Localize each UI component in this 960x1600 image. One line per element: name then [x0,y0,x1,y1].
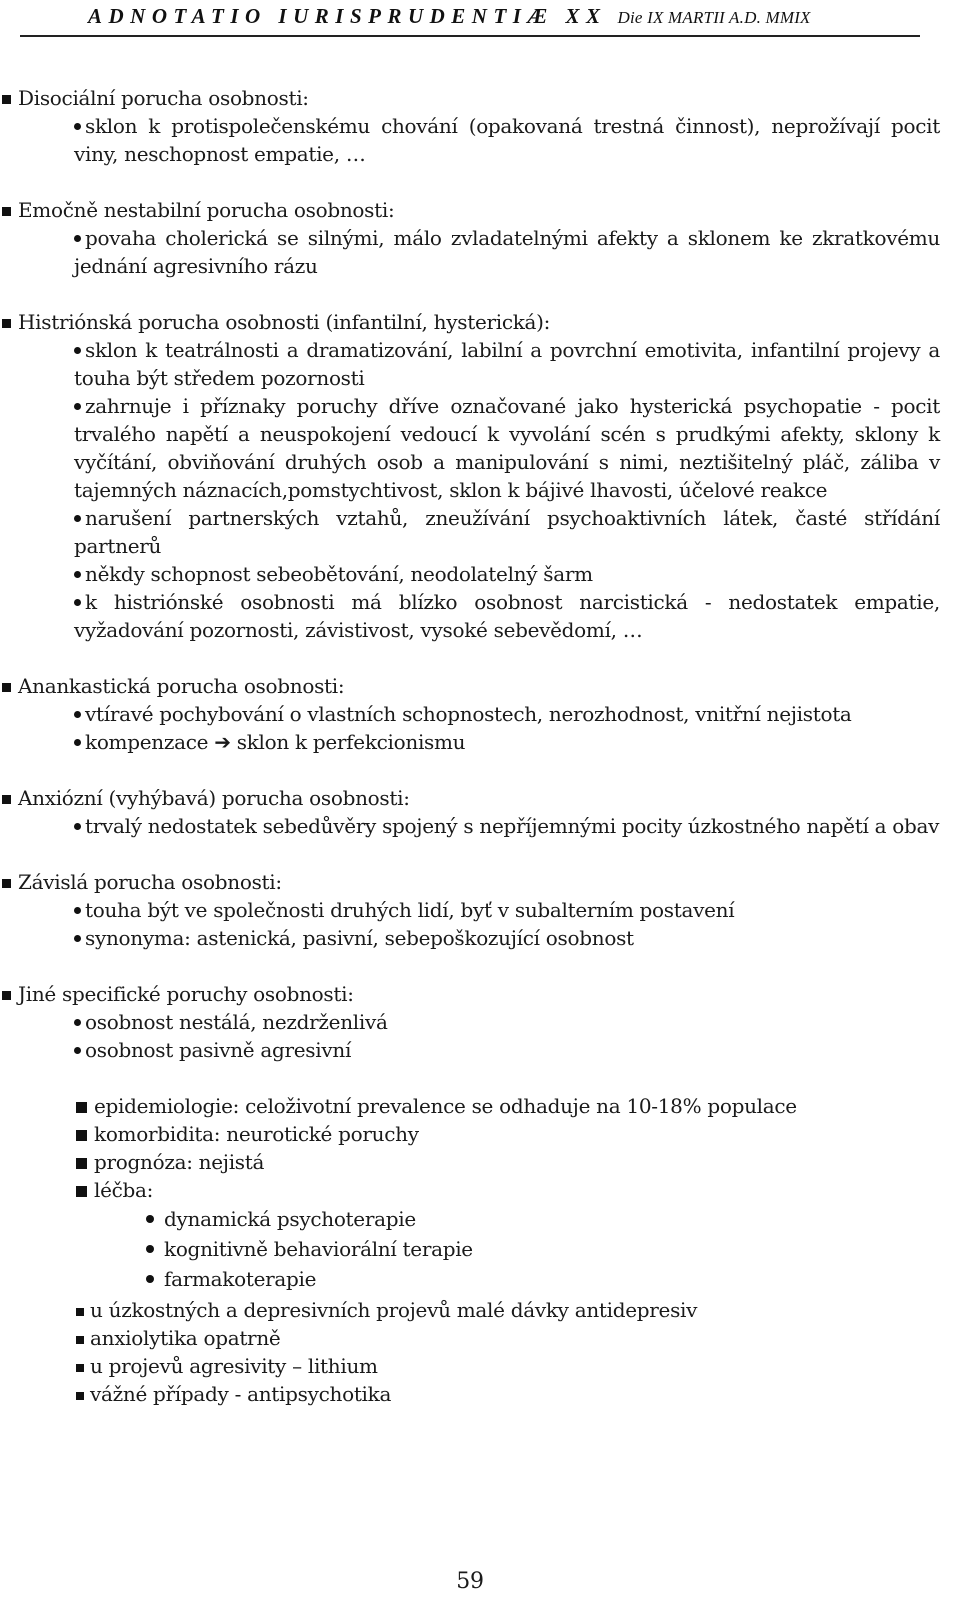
dot-bullet-icon [146,1275,154,1283]
dot-bullet-icon [74,347,81,354]
medication-list [74,1296,960,1408]
square-bullet-icon [76,1158,87,1169]
section-heading: Jiné specifické poruchy osobnosti: [0,980,960,1008]
list-item: touha být ve společnosti druhých lidí, byť v subalterním postavení [74,896,940,924]
dot-bullet-icon [74,515,81,522]
square-bullet-icon [76,1364,84,1372]
list-item: trvalý nedostatek sebedůvěry spojený s nepříjemnými pocity úzkostného napětí a obav [74,812,940,840]
page-number: 59 [456,1569,484,1594]
medication-item: u úzkostných a depresivních projevů malé dávky antidepresiv [74,1296,960,1324]
section-heading: Emočně nestabilní porucha osobnosti: [0,196,960,224]
list-item: k histriónské osobnosti má blízko osobnost narcistická - nedostatek empatie, vyžadování pozornosti, závistivost, vysoké sebevědomí, … [74,590,940,642]
therapy-item: farmakoterapie [146,1264,960,1294]
square-bullet-icon [76,1308,84,1316]
square-bullet-icon [2,207,11,216]
list-item: sklon k teatrálnosti a dramatizování, labilní a povrchní emotivita, infantilní projevy a touha být středem pozornosti [74,338,940,390]
dot-bullet-icon [74,823,81,830]
medication-item: anxiolytika opatrně [74,1324,960,1352]
medication-item: vážné případy - antipsychotika [74,1380,960,1408]
dot-bullet-icon [74,235,81,242]
list-item: osobnost nestálá, nezdrženlivá [74,1008,940,1036]
section-disocial [0,84,960,168]
summary-item-epidemiology: epidemiologie: celoživotní prevalence se odhaduje na 10-18% populace [74,1092,960,1120]
square-bullet-icon [76,1130,87,1141]
square-bullet-icon [2,683,11,692]
list-item: synonyma: astenická, pasivní, sebepoškozující osobnost [74,924,940,952]
square-bullet-icon [76,1102,87,1113]
page-content [0,84,960,1408]
section-emotionally-unstable [0,196,960,280]
square-bullet-icon [2,319,11,328]
right-arrow-icon: ➔ [214,730,231,754]
dot-bullet-icon [74,123,81,130]
section-histrionic [0,308,960,644]
section-heading: Disociální porucha osobnosti: [0,84,960,112]
list-item: vtíravé pochybování o vlastních schopnostech, nerozhodnost, vnitřní nejistota [74,700,940,728]
dot-bullet-icon [74,1019,81,1026]
dot-bullet-icon [74,935,81,942]
therapy-item: kognitivně behaviorální terapie [146,1234,960,1264]
therapy-item: dynamická psychoterapie [146,1204,960,1234]
list-item: narušení partnerských vztahů, zneužívání psychoaktivních látek, časté střídání partnerů [74,506,940,558]
summary-item-prognosis: prognóza: nejistá [74,1148,960,1176]
section-heading: Závislá porucha osobnosti: [0,868,960,896]
dot-bullet-icon [74,1047,81,1054]
square-bullet-icon [76,1392,84,1400]
dot-bullet-icon [74,739,81,746]
running-header [88,2,920,36]
summary-item-comorbidity: komorbidita: neurotické poruchy [74,1120,960,1148]
list-item: sklon k protispolečenskému chování (opakovaná trestná činnost), neprožívají pocit viny, neschopnost empatie, … [74,114,940,166]
dot-bullet-icon [74,907,81,914]
square-bullet-icon [76,1186,87,1197]
square-bullet-icon [2,991,11,1000]
dot-bullet-icon [74,711,81,718]
section-dependent [0,868,960,952]
square-bullet-icon [2,795,11,804]
summary-block [74,1092,960,1204]
section-anankastic [0,672,960,756]
section-other-specific [0,980,960,1064]
list-item-compensation: kompenzace ➔ sklon k perfekcionismu [74,728,940,756]
header-rule [20,35,920,37]
list-item: někdy schopnost sebeobětování, neodolatelný šarm [74,560,940,588]
dot-bullet-icon [74,403,81,410]
summary-item-treatment: léčba: [74,1176,960,1204]
section-heading: Anankastická porucha osobnosti: [0,672,960,700]
therapy-list [146,1204,960,1294]
journal-title: ADNOTATIO IURISPRUDENTIÆ XX [88,4,607,28]
dot-bullet-icon [74,599,81,606]
dot-bullet-icon [74,571,81,578]
square-bullet-icon [2,95,11,104]
medication-item: u projevů agresivity – lithium [74,1352,960,1380]
list-item: osobnost pasivně agresivní [74,1036,940,1064]
dot-bullet-icon [146,1245,154,1253]
list-item: povaha cholerická se silnými, málo zvladatelnými afekty a sklonem ke zkratkovému jednání agresivního rázu [74,226,940,278]
section-anxious [0,784,960,840]
square-bullet-icon [76,1336,84,1344]
list-item: zahrnuje i příznaky poruchy dříve označované jako hysterická psychopatie - pocit trvalého napětí a neuspokojení vedoucí k vyvolání scén s prudkými afekty, sklony k vyčítání, obviňování druhých osob a manipulování s nimi, neztišitelný pláč, záliba v tajemných náznacích,pomstychtivost, sklon k bájivé lhavosti, účelové reakce [74,394,940,502]
section-heading: Anxiózní (vyhýbavá) porucha osobnosti: [0,784,960,812]
issue-date: Die IX MARTII A.D. MMIX [617,8,811,27]
dot-bullet-icon [146,1215,154,1223]
square-bullet-icon [2,879,11,888]
section-heading: Histriónská porucha osobnosti (infantilní, hysterická): [0,308,960,336]
